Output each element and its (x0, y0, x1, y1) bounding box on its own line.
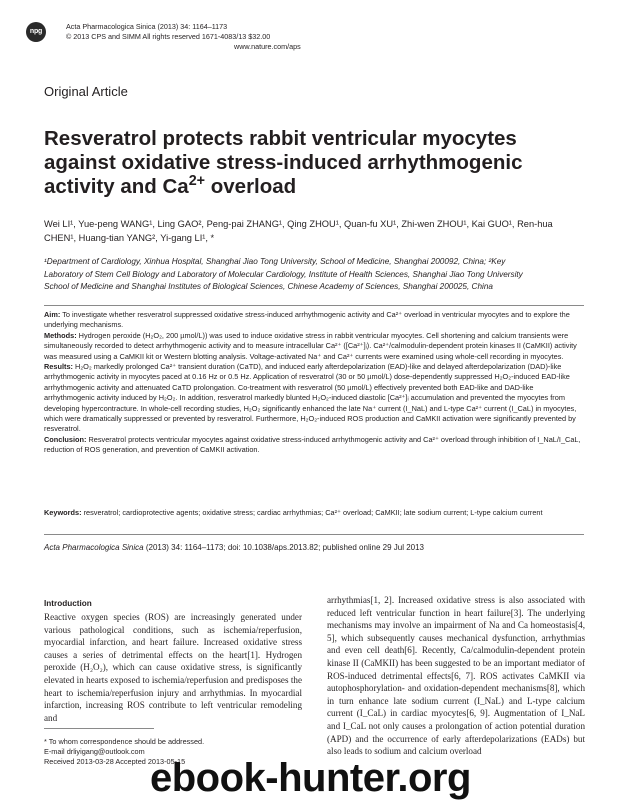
citation-details: (2013) 34: 1164–1173; doi: 10.1038/aps.2013.82; published online 29 Jul 2013 (143, 543, 424, 552)
journal-line: Acta Pharmacologica Sinica (2013) 34: 1164–1173 (66, 22, 228, 31)
citation-line (44, 542, 584, 553)
correspondence-email[interactable]: E-mail drliyigang@outlook.com (44, 746, 145, 756)
affiliation-line-2: Laboratory of Stem Cell Biology and Laboratory of Molecular Cardiology, Institute of Health Sciences, Shanghai Jiao Tong University (44, 269, 523, 279)
results-text: H₂O₂ markedly prolonged Ca²⁺ transient duration (CaTD), and induced early afterdepolarization (EAD)-like and delayed afterdepolarization (DAD)-like arrhythmogenic activity in myocytes paced at 0.16 Hz or 0.5 Hz. Application of resveratrol (30 or 50 µmol/L) dose-dependently suppressed H₂O₂-induced EAD-like arrhythmogenic activity and attenuated CaTD prolongation. Co-treatment with resveratrol (50 µmol/L) effectively prevented both EAD-like and DAD-like arrhythmogenic activity induced by H₂O₂. In addition, resveratrol markedly blunted H₂O₂-induced diastolic [Ca²⁺]ᵢ accumulation and prevented the myocytes from developing hypercontracture. In whole-cell recording studies, H₂O₂ significantly enhanced the late Na⁺ current (I_NaL) and L-type Ca²⁺ current (I_CaL) in myocytes, which were dramatically suppressed or prevented by resveratrol. Furthermore, H₂O₂-induced ROS production and CaMKII activation were significantly prevented by resveratrol. (44, 362, 577, 434)
affiliation-line-1: ¹Department of Cardiology, Xinhua Hospital, Shanghai Jiao Tong University, School of Medicine, Shanghai 200092, China; ²Key (44, 257, 506, 266)
abstract-methods (44, 331, 584, 362)
keywords (44, 508, 584, 518)
title-line-2: against oxidative stress-induced arrhythmogenic (44, 151, 523, 174)
body-column-left (44, 598, 302, 724)
conclusion-label: Conclusion: (44, 434, 87, 444)
body-column-right (327, 594, 585, 758)
watermark: ebook-hunter.org (150, 756, 471, 800)
title-line-3-text: activity and Ca (44, 175, 189, 198)
author-list (44, 218, 584, 245)
correspondence-note: * To whom correspondence should be addressed. (44, 737, 205, 746)
author-line-2: CHEN¹, Huang-tian YANG², Yi-gang LI¹, * (44, 232, 215, 243)
author-line-1: Wei LI¹, Yue-peng WANG¹, Ling GAO², Peng-pai ZHANG¹, Qing ZHOU¹, Quan-fu XU¹, Zhi-wen ZHOU¹, Kai GUO¹, Ren-hua (44, 219, 553, 229)
results-label: Results: (44, 362, 73, 372)
abstract-conclusion (44, 435, 584, 456)
journal-website-link[interactable]: www.nature.com/aps (234, 42, 301, 51)
methods-label: Methods: (44, 330, 77, 340)
footnote-divider (44, 728, 154, 729)
journal-header (66, 22, 332, 52)
introduction-text-right: arrhythmias[1, 2]. Increased oxidative stress is also associated with reduced left ventricular function in heart failure[3]. The underlying mechanisms may involve an impairment of Na and Ca homeostasis[4, 5], which subsequently causes mechanical dysfunction, arrhythmias and even cell death[6]. Recently, Ca/calmodulin-dependent protein kinase II (CaMKII) has been suggested to be an important mediator of ROS-induced detrimental effects[6, 7]. ROS activates CaMKII via autophosphorylation- and oxidation-dependent mechanisms[8], which in turn enhance late sodium current (I_NaL) and L-type calcium current (I_CaL) in cardiac myocytes[6, 9]. Augmentation of I_NaL and I_CaL not only causes a prolongation of action potential duration (APD) and the occurrence of early afterdepolarizations (EADs) but also leads to sodium and calcium overload (327, 595, 585, 757)
abstract-top-divider (44, 305, 584, 306)
affiliation-line-3: School of Medicine and Shanghai Institutes of Biological Sciences, Chinese Academy of Sciences, Shanghai 200025, China (44, 282, 493, 291)
abstract-results (44, 362, 584, 435)
conclusion-text: Resveratrol protects ventricular myocytes against oxidative stress-induced arrhythmogenic activity and Ca²⁺ overload through inhibition of I_NaL/I_CaL, reduction of ROS generation, and prevention of CaMKII activation. (44, 434, 581, 455)
methods-text: Hydrogen peroxide (H₂O₂, 200 µmol/L)) was used to induce oxidative stress in rabbit ventricular myocytes. Cell shortening and calcium transients were simultaneously recorded to detect arrhythmogenic activity and to measure intracellular Ca²⁺ ([Ca²⁺]ᵢ). Ca²⁺/calmodulin-dependent protein kinases II (CaMKII) activity was measured using a CaMKII kit or Western blotting analysis. Voltage-activated Na⁺ and Ca²⁺ currents were examined using whole-cell recording in myocytes. (44, 330, 577, 361)
citation-journal: Acta Pharmacologica Sinica (44, 543, 144, 552)
section-label: Original Article (44, 84, 128, 99)
title-line-1: Resveratrol protects rabbit ventricular myocytes (44, 127, 517, 150)
title-line-3 (44, 175, 584, 199)
publisher-logo: npg (26, 22, 46, 42)
affiliations (44, 256, 584, 294)
keywords-label: Keywords: (44, 508, 82, 517)
title-superscript: 2+ (188, 173, 206, 190)
copyright-line: © 2013 CPS and SIMM All rights reserved 1671-4083/13 $32.00 (66, 32, 271, 41)
aim-label: Aim: (44, 310, 61, 319)
abstract-aim (44, 310, 584, 331)
abstract-bottom-divider (44, 534, 584, 535)
introduction-text-left: Reactive oxygen species (ROS) are increasingly generated under various pathological conditions, such as ischemia/reperfusion, myocardial infarction, and heart failure. Increased oxidative stress causes a series of detrimental effects on the heart[1]. Hydrogen peroxide (H₂O₂), which can cause oxidative stress, is significantly elevated in hearts exposed to ischemia/reperfusion and predisposes the heart to ischemia/reperfusion injury and arrhythmias. In myocardial infarction, increasing ROS contribute to left ventricular remodeling and (44, 612, 302, 723)
article-title (44, 127, 584, 199)
introduction-heading: Introduction (44, 599, 92, 608)
title-line-3-end: overload (205, 175, 297, 198)
received-accepted-dates: Received 2013-03-28 Accepted 2013-05-15 (44, 756, 186, 766)
abstract (44, 310, 584, 456)
keywords-text: resveratrol; cardioprotective agents; oxidative stress; cardiac arrhythmias; Ca²⁺ overload; CaMKII; late sodium current; L-type calcium current (81, 508, 543, 517)
aim-text: To investigate whether resveratrol suppressed oxidative stress-induced arrhythmogenic activity and Ca²⁺ overload in ventricular myocytes and to explore the underlying mechanisms. (44, 310, 570, 330)
